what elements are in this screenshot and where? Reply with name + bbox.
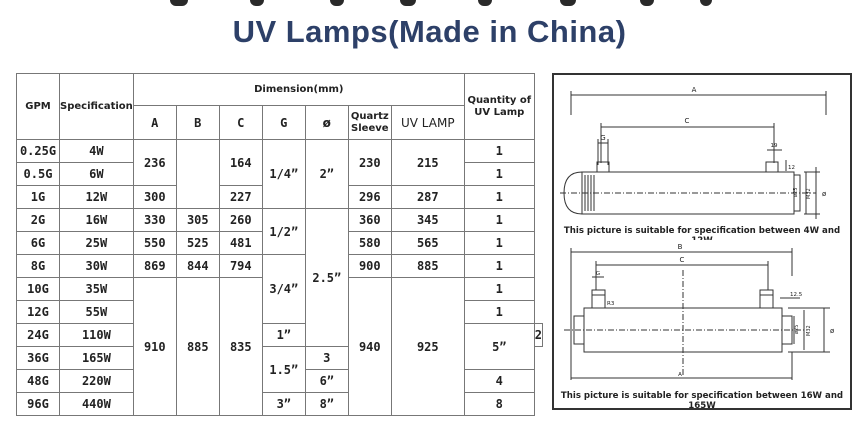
c-cell: 260 bbox=[219, 209, 262, 232]
header-g: G bbox=[262, 106, 305, 140]
a-cell: 910 bbox=[133, 278, 176, 416]
diagram-large-drawing bbox=[554, 240, 850, 390]
dim-label-phi: ø bbox=[830, 327, 835, 335]
c-cell: 481 bbox=[219, 232, 262, 255]
quartz-cell: 360 bbox=[348, 209, 391, 232]
dim-label-a: A bbox=[678, 372, 682, 378]
spec-cell: 12W bbox=[60, 186, 134, 209]
a-cell: 300 bbox=[133, 186, 176, 209]
quartz-cell: 900 bbox=[348, 255, 391, 278]
spec-cell: 30W bbox=[60, 255, 134, 278]
spec-cell: 6W bbox=[60, 163, 134, 186]
qty-cell: 2 bbox=[534, 324, 542, 347]
qty-cell: 1 bbox=[464, 163, 534, 186]
page-title: UV Lamps(Made in China) bbox=[232, 14, 627, 49]
header-quantity-line1: Quantity of bbox=[467, 94, 532, 106]
b-cell: 305 bbox=[176, 209, 219, 232]
gpm-cell: 2G bbox=[17, 209, 60, 232]
dim-label-m32: M32 bbox=[806, 325, 812, 336]
g-cell: 1/4” bbox=[262, 140, 305, 209]
b-cell: 885 bbox=[176, 278, 219, 416]
diagram-small-caption: This picture is suitable for specification between 4W and bbox=[563, 226, 841, 236]
spec-cell: 220W bbox=[60, 370, 134, 393]
gpm-cell: 12G bbox=[17, 301, 60, 324]
uv-cell: 565 bbox=[391, 232, 464, 255]
dim-label-phi: ø bbox=[822, 190, 827, 198]
header-dimension: Dimension(mm) bbox=[133, 74, 464, 106]
qty-cell: 4 bbox=[464, 370, 534, 393]
dim-label-a: A bbox=[691, 86, 697, 94]
header-specification: Specification bbox=[60, 74, 134, 140]
header-c: C bbox=[219, 106, 262, 140]
qty-cell: 1 bbox=[464, 301, 534, 324]
g-cell: 1” bbox=[262, 324, 305, 347]
diagram-small-uv-unit bbox=[552, 73, 852, 242]
header-gpm: GPM bbox=[17, 74, 60, 140]
spec-cell: 440W bbox=[60, 393, 134, 416]
diagram-large-uv-unit bbox=[552, 240, 852, 410]
uv-cell: 215 bbox=[391, 140, 464, 186]
qty-cell: 1 bbox=[464, 140, 534, 163]
spec-cell: 165W bbox=[60, 347, 134, 370]
header-phi: ø bbox=[305, 106, 348, 140]
qty-cell: 3 bbox=[305, 347, 348, 370]
dim-label-m32: M32 bbox=[806, 188, 812, 199]
header-quartz-line1: Quartz bbox=[350, 110, 389, 122]
phi-cell: 5” bbox=[464, 324, 534, 370]
spec-table bbox=[16, 73, 543, 416]
a-cell: 550 bbox=[133, 232, 176, 255]
header-uv-lamp: UV LAMP bbox=[391, 106, 464, 140]
quartz-cell: 940 bbox=[348, 278, 391, 416]
a-cell: 330 bbox=[133, 209, 176, 232]
gpm-cell: 0.25G bbox=[17, 140, 60, 163]
dim-label-12: 12 bbox=[788, 165, 795, 171]
gpm-cell: 36G bbox=[17, 347, 60, 370]
spec-cell: 110W bbox=[60, 324, 134, 347]
uv-cell: 287 bbox=[391, 186, 464, 209]
qty-cell: 1 bbox=[464, 278, 534, 301]
header-b: B bbox=[176, 106, 219, 140]
dim-label-c: C bbox=[684, 117, 690, 125]
g-cell: 3/4” bbox=[262, 255, 305, 324]
dim-label-12-5: 12.5 bbox=[790, 292, 803, 298]
b-cell: 525 bbox=[176, 232, 219, 255]
dim-label-d25: ø25 bbox=[793, 187, 799, 197]
dim-label-g: G bbox=[595, 271, 601, 277]
diagram-small-drawing bbox=[554, 75, 850, 225]
dim-label-r3: R3 bbox=[607, 301, 615, 307]
gpm-cell: 10G bbox=[17, 278, 60, 301]
g-cell: 3” bbox=[262, 393, 305, 416]
uv-cell: 925 bbox=[391, 278, 464, 416]
dim-label-d25: ø25 bbox=[794, 324, 800, 334]
diagram-large-caption: This picture is suitable for specification between 16W and 165W bbox=[560, 391, 844, 411]
phi-cell: 8” bbox=[305, 393, 348, 416]
qty-cell: 1 bbox=[464, 209, 534, 232]
b-cell: 844 bbox=[176, 255, 219, 278]
quartz-cell: 580 bbox=[348, 232, 391, 255]
c-cell: 164 bbox=[219, 140, 262, 186]
qty-cell: 8 bbox=[464, 393, 534, 416]
qty-cell: 1 bbox=[464, 255, 534, 278]
spec-cell: 4W bbox=[60, 140, 134, 163]
qty-cell: 1 bbox=[464, 186, 534, 209]
phi-cell: 2” bbox=[305, 140, 348, 209]
spec-cell: 35W bbox=[60, 278, 134, 301]
header-a: A bbox=[133, 106, 176, 140]
cropped-top-graphics bbox=[0, 0, 859, 10]
quartz-cell: 296 bbox=[348, 186, 391, 209]
gpm-cell: 6G bbox=[17, 232, 60, 255]
c-cell: 794 bbox=[219, 255, 262, 278]
gpm-cell: 24G bbox=[17, 324, 60, 347]
header-quartz-sleeve bbox=[348, 106, 391, 140]
header-quartz-line2: Sleeve bbox=[351, 122, 389, 134]
phi-cell: 2.5” bbox=[305, 209, 348, 347]
gpm-cell: 48G bbox=[17, 370, 60, 393]
g-cell: 1.5” bbox=[262, 347, 305, 393]
qty-cell: 1 bbox=[464, 232, 534, 255]
gpm-cell: 0.5G bbox=[17, 163, 60, 186]
phi-cell: 6” bbox=[305, 370, 348, 393]
b-cell-empty bbox=[176, 140, 219, 209]
dim-label-b: B bbox=[677, 243, 683, 251]
spec-cell: 16W bbox=[60, 209, 134, 232]
uv-cell: 345 bbox=[391, 209, 464, 232]
c-cell: 227 bbox=[219, 186, 262, 209]
quartz-cell: 230 bbox=[348, 140, 391, 186]
dim-label-19: 19 bbox=[770, 143, 778, 149]
header-quantity-line2: UV Lamp bbox=[474, 106, 525, 118]
g-cell: 1/2” bbox=[262, 209, 305, 255]
gpm-cell: 96G bbox=[17, 393, 60, 416]
dim-label-c: C bbox=[679, 256, 685, 264]
gpm-cell: 8G bbox=[17, 255, 60, 278]
a-cell: 869 bbox=[133, 255, 176, 278]
header-quantity bbox=[464, 74, 534, 140]
spec-cell: 25W bbox=[60, 232, 134, 255]
c-cell: 835 bbox=[219, 278, 262, 416]
uv-cell: 885 bbox=[391, 255, 464, 278]
a-cell: 236 bbox=[133, 140, 176, 186]
dim-label-g: G bbox=[600, 134, 606, 142]
gpm-cell: 1G bbox=[17, 186, 60, 209]
spec-cell: 55W bbox=[60, 301, 134, 324]
